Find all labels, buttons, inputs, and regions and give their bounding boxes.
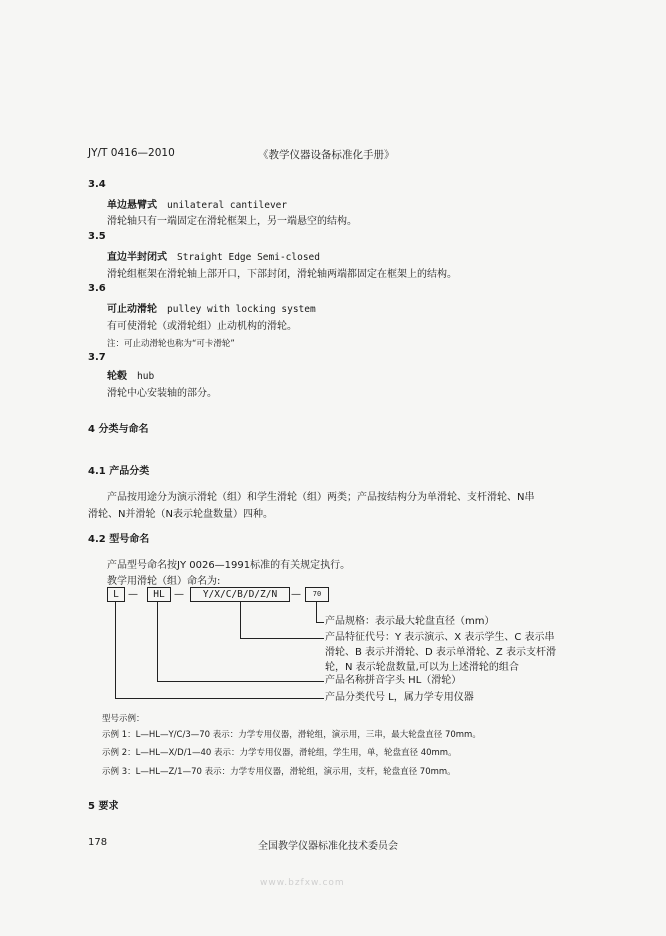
term-definition: 有可使滑轮（或滑轮组）止动机构的滑轮。 bbox=[107, 321, 297, 332]
term-number: 3.4 bbox=[88, 179, 106, 190]
term-number: 3.7 bbox=[88, 352, 106, 363]
section-heading: 5 要求 bbox=[88, 801, 119, 812]
term-heading bbox=[107, 196, 287, 211]
term-number: 3.5 bbox=[88, 231, 106, 242]
leader-line bbox=[115, 601, 116, 698]
label-category: 产品分类代号 L，属力学专用仪器 bbox=[325, 692, 474, 703]
example-line: 示例 1：L—HL—Y/C/3—70 表示：力学专用仪器，滑轮组，演示用，三串，最大轮盘直径 70mm。 bbox=[102, 730, 481, 740]
label-feature: 滑轮、B 表示并滑轮、D 表示单滑轮、Z 表示支杆滑 bbox=[325, 647, 556, 658]
leader-line bbox=[157, 681, 324, 682]
term-en: Straight Edge Semi-closed bbox=[177, 252, 320, 263]
term-definition: 滑轮轴只有一端固定在滑轮框架上，另一端悬空的结构。 bbox=[107, 216, 357, 227]
box-category-code: L bbox=[107, 587, 125, 602]
leader-line bbox=[316, 601, 317, 622]
watermark: www.bzfxw.com bbox=[260, 878, 345, 888]
leader-line bbox=[316, 622, 324, 623]
term-zh: 单边悬臂式 bbox=[107, 200, 157, 211]
page-number: 178 bbox=[88, 837, 108, 848]
subsection-heading: 4.1 产品分类 bbox=[88, 466, 150, 477]
term-heading bbox=[107, 300, 316, 315]
leader-line bbox=[157, 601, 158, 681]
subsection-heading: 4.2 型号命名 bbox=[88, 534, 150, 545]
term-zh: 可止动滑轮 bbox=[107, 304, 157, 315]
term-en: unilateral cantilever bbox=[167, 200, 288, 211]
leader-line bbox=[240, 601, 241, 638]
box-name-code: HL bbox=[147, 587, 171, 602]
leader-line bbox=[240, 638, 324, 639]
separator-dash: — bbox=[174, 589, 184, 600]
term-en: pulley with locking system bbox=[167, 304, 316, 315]
leader-line bbox=[115, 698, 324, 699]
term-definition: 滑轮组框架在滑轮轴上部开口，下部封闭，滑轮轴两端都固定在框架上的结构。 bbox=[107, 269, 457, 280]
label-spec: 产品规格：表示最大轮盘直径（mm） bbox=[325, 616, 495, 627]
example-line: 示例 2：L—HL—X/D/1—40 表示：力学专用仪器，滑轮组，学生用，单，轮盘直径 40mm。 bbox=[102, 748, 457, 758]
term-heading bbox=[107, 367, 154, 382]
footer-committee: 全国教学仪器标准化技术委员会 bbox=[258, 841, 398, 852]
separator-dash: — bbox=[291, 589, 301, 600]
examples-title: 型号示例： bbox=[102, 714, 145, 724]
term-definition: 滑轮中心安装轴的部分。 bbox=[107, 388, 217, 399]
box-spec: 70 bbox=[305, 587, 329, 602]
diagram-title: 教学用滑轮（组）命名为: bbox=[107, 576, 221, 587]
term-heading bbox=[107, 248, 320, 263]
label-feature: 产品特征代号：Y 表示演示、X 表示学生、C 表示串 bbox=[325, 632, 555, 643]
paragraph-line: 产品型号命名按JY 0026—1991标准的有关规定执行。 bbox=[107, 560, 351, 571]
section-heading: 4 分类与命名 bbox=[88, 424, 149, 435]
label-name-code: 产品名称拼音字头 HL（滑轮） bbox=[325, 675, 462, 686]
term-zh: 轮毂 bbox=[107, 371, 127, 382]
separator-dash: — bbox=[128, 589, 138, 600]
paragraph-line: 产品按用途分为演示滑轮（组）和学生滑轮（组）两类；产品按结构分为单滑轮、支杆滑轮、N串 bbox=[107, 492, 535, 503]
standard-code: JY/T 0416—2010 bbox=[88, 147, 175, 159]
term-en: hub bbox=[137, 371, 155, 382]
term-zh: 直边半封闭式 bbox=[107, 252, 167, 263]
term-number: 3.6 bbox=[88, 283, 106, 294]
term-note: 注：可止动滑轮也称为“可卡滑轮” bbox=[107, 339, 235, 349]
paragraph-line: 滑轮、N并滑轮（N表示轮盘数量）四种。 bbox=[88, 509, 273, 520]
example-line: 示例 3：L—HL—Z/1—70 表示：力学专用仪器，滑轮组，演示用，支杆，轮盘直径 70mm。 bbox=[102, 767, 456, 777]
label-feature: 轮，N 表示轮盘数量,可以为上述滑轮的组合 bbox=[325, 662, 519, 673]
box-feature-code: Y/X/C/B/D/Z/N bbox=[190, 587, 290, 602]
handbook-title: 《教学仪器设备标准化手册》 bbox=[258, 149, 395, 161]
